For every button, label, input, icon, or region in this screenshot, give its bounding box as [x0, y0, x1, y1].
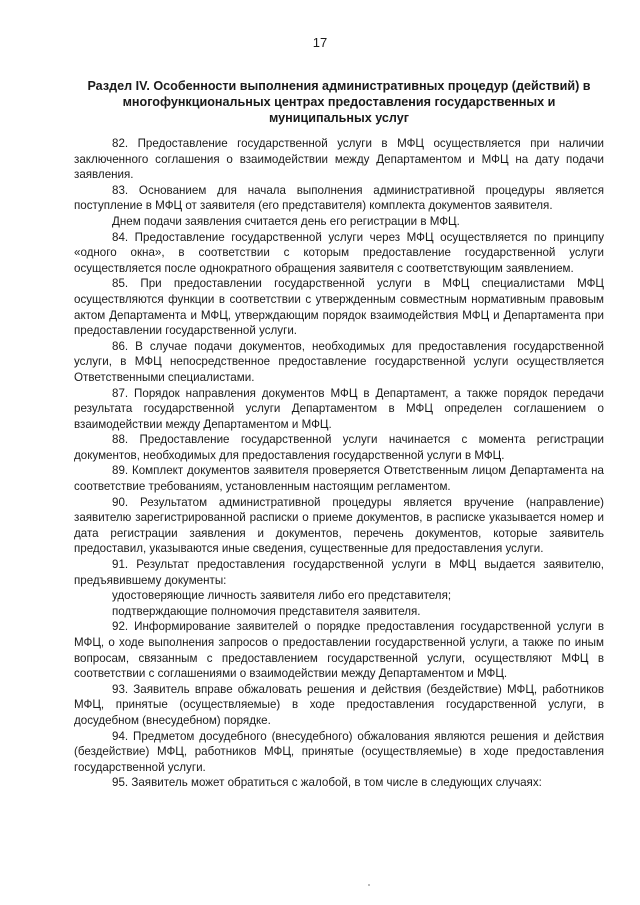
paragraph-89: 89. Комплект документов заявителя проверяется Ответственным лицом Департамента на соответствие требованиям, установленным настоящим регламентом. [74, 464, 604, 494]
paragraph-84: 84. Предоставление государственной услуги через МФЦ осуществляется по принципу «одного окна», в соответствии с которым предоставление государственной услуги осуществляется после однократного обращения заявителя с соответствующим заявлением. [74, 230, 604, 275]
paragraph-91-item-2: подтверждающие полномочия представителя заявителя. [112, 604, 421, 618]
paragraph-91: 91. Результат предоставления государственной услуги в МФЦ выдается заявителю, предъявившему документы: [74, 558, 604, 587]
paragraph-91-item-1: удостоверяющие личность заявителя либо его представителя; [112, 589, 452, 603]
section-title: Раздел IV. Особенности выполнения административных процедур (действий) в многофункциональных центрах предоставления государственных и муниципальных услуг [87, 79, 591, 125]
scan-speck [368, 884, 370, 886]
paragraph-90: 90. Результатом административной процедуры является вручение (направление) заявителю зарегистрированной расписки о приеме документов, в расписке указывается номер и дата регистрации заявления и документов, перечень документов, которые заявитель предоставил, указываются иные сведения, существенные для предоставления услуги. [74, 495, 604, 556]
paragraph-85: 85. При предоставлении государственной услуги в МФЦ специалистами МФЦ осуществляются функции в соответствии с утвержденным совместным нормативным правовым актом Департамента и МФЦ, утверждающим порядок взаимодействия МФЦ и Департамента при предоставлении государственной услуги. [74, 277, 604, 338]
paragraph-94: 94. Предметом досудебного (внесудебного) обжалования являются решения и действия (бездействие) МФЦ, работников МФЦ, принятые (осуществляемые) в ходе предоставления государственной услуги. [74, 729, 604, 774]
document-body [74, 136, 604, 791]
paragraph-95: 95. Заявитель может обратиться с жалобой, в том числе в следующих случаях: [112, 776, 542, 790]
paragraph-88: 88. Предоставление государственной услуги начинается с момента регистрации документов, необходимых для предоставления государственной услуги в МФЦ. [74, 433, 604, 462]
paragraph-93: 93. Заявитель вправе обжаловать решения и действия (бездействие) МФЦ, работников МФЦ, принятые (осуществляемые) в ходе предоставления государственной услуги, в досудебном (внесудебном) порядке. [74, 682, 604, 727]
paragraph-83: 83. Основанием для начала выполнения административной процедуры является поступление в МФЦ от заявителя (его представителя) комплекта документов заявителя. [74, 183, 604, 213]
paragraph-87: 87. Порядок направления документов МФЦ в Департамент, а также порядок передачи результата государственной услуги Департаментом в МФЦ определен соглашением о взаимодействии между Департаментом и МФЦ. [74, 386, 604, 431]
page-number: 17 [312, 35, 328, 50]
paragraph-92: 92. Информирование заявителей о порядке предоставления государственной услуги в МФЦ, о ходе выполнения запросов о предоставлении государственной услуги, а также по иным вопросам, связанным с предоставлением государственной услуги, осуществляют МФЦ в соответствии с соглашениями о взаимодействии между Департаментом и МФЦ. [74, 620, 604, 681]
paragraph-86: 86. В случае подачи документов, необходимых для предоставления государственной услуги, в МФЦ непосредственное предоставление государственной услуги осуществляется Ответственными специалистами. [74, 339, 604, 384]
paragraph-83-note: Днем подачи заявления считается день его регистрации в МФЦ. [112, 214, 460, 228]
paragraph-82: 82. Предоставление государственной услуги в МФЦ осуществляется при наличии заключенного соглашения о взаимодействии между Департаментом и МФЦ на дату подачи заявления. [74, 137, 604, 182]
